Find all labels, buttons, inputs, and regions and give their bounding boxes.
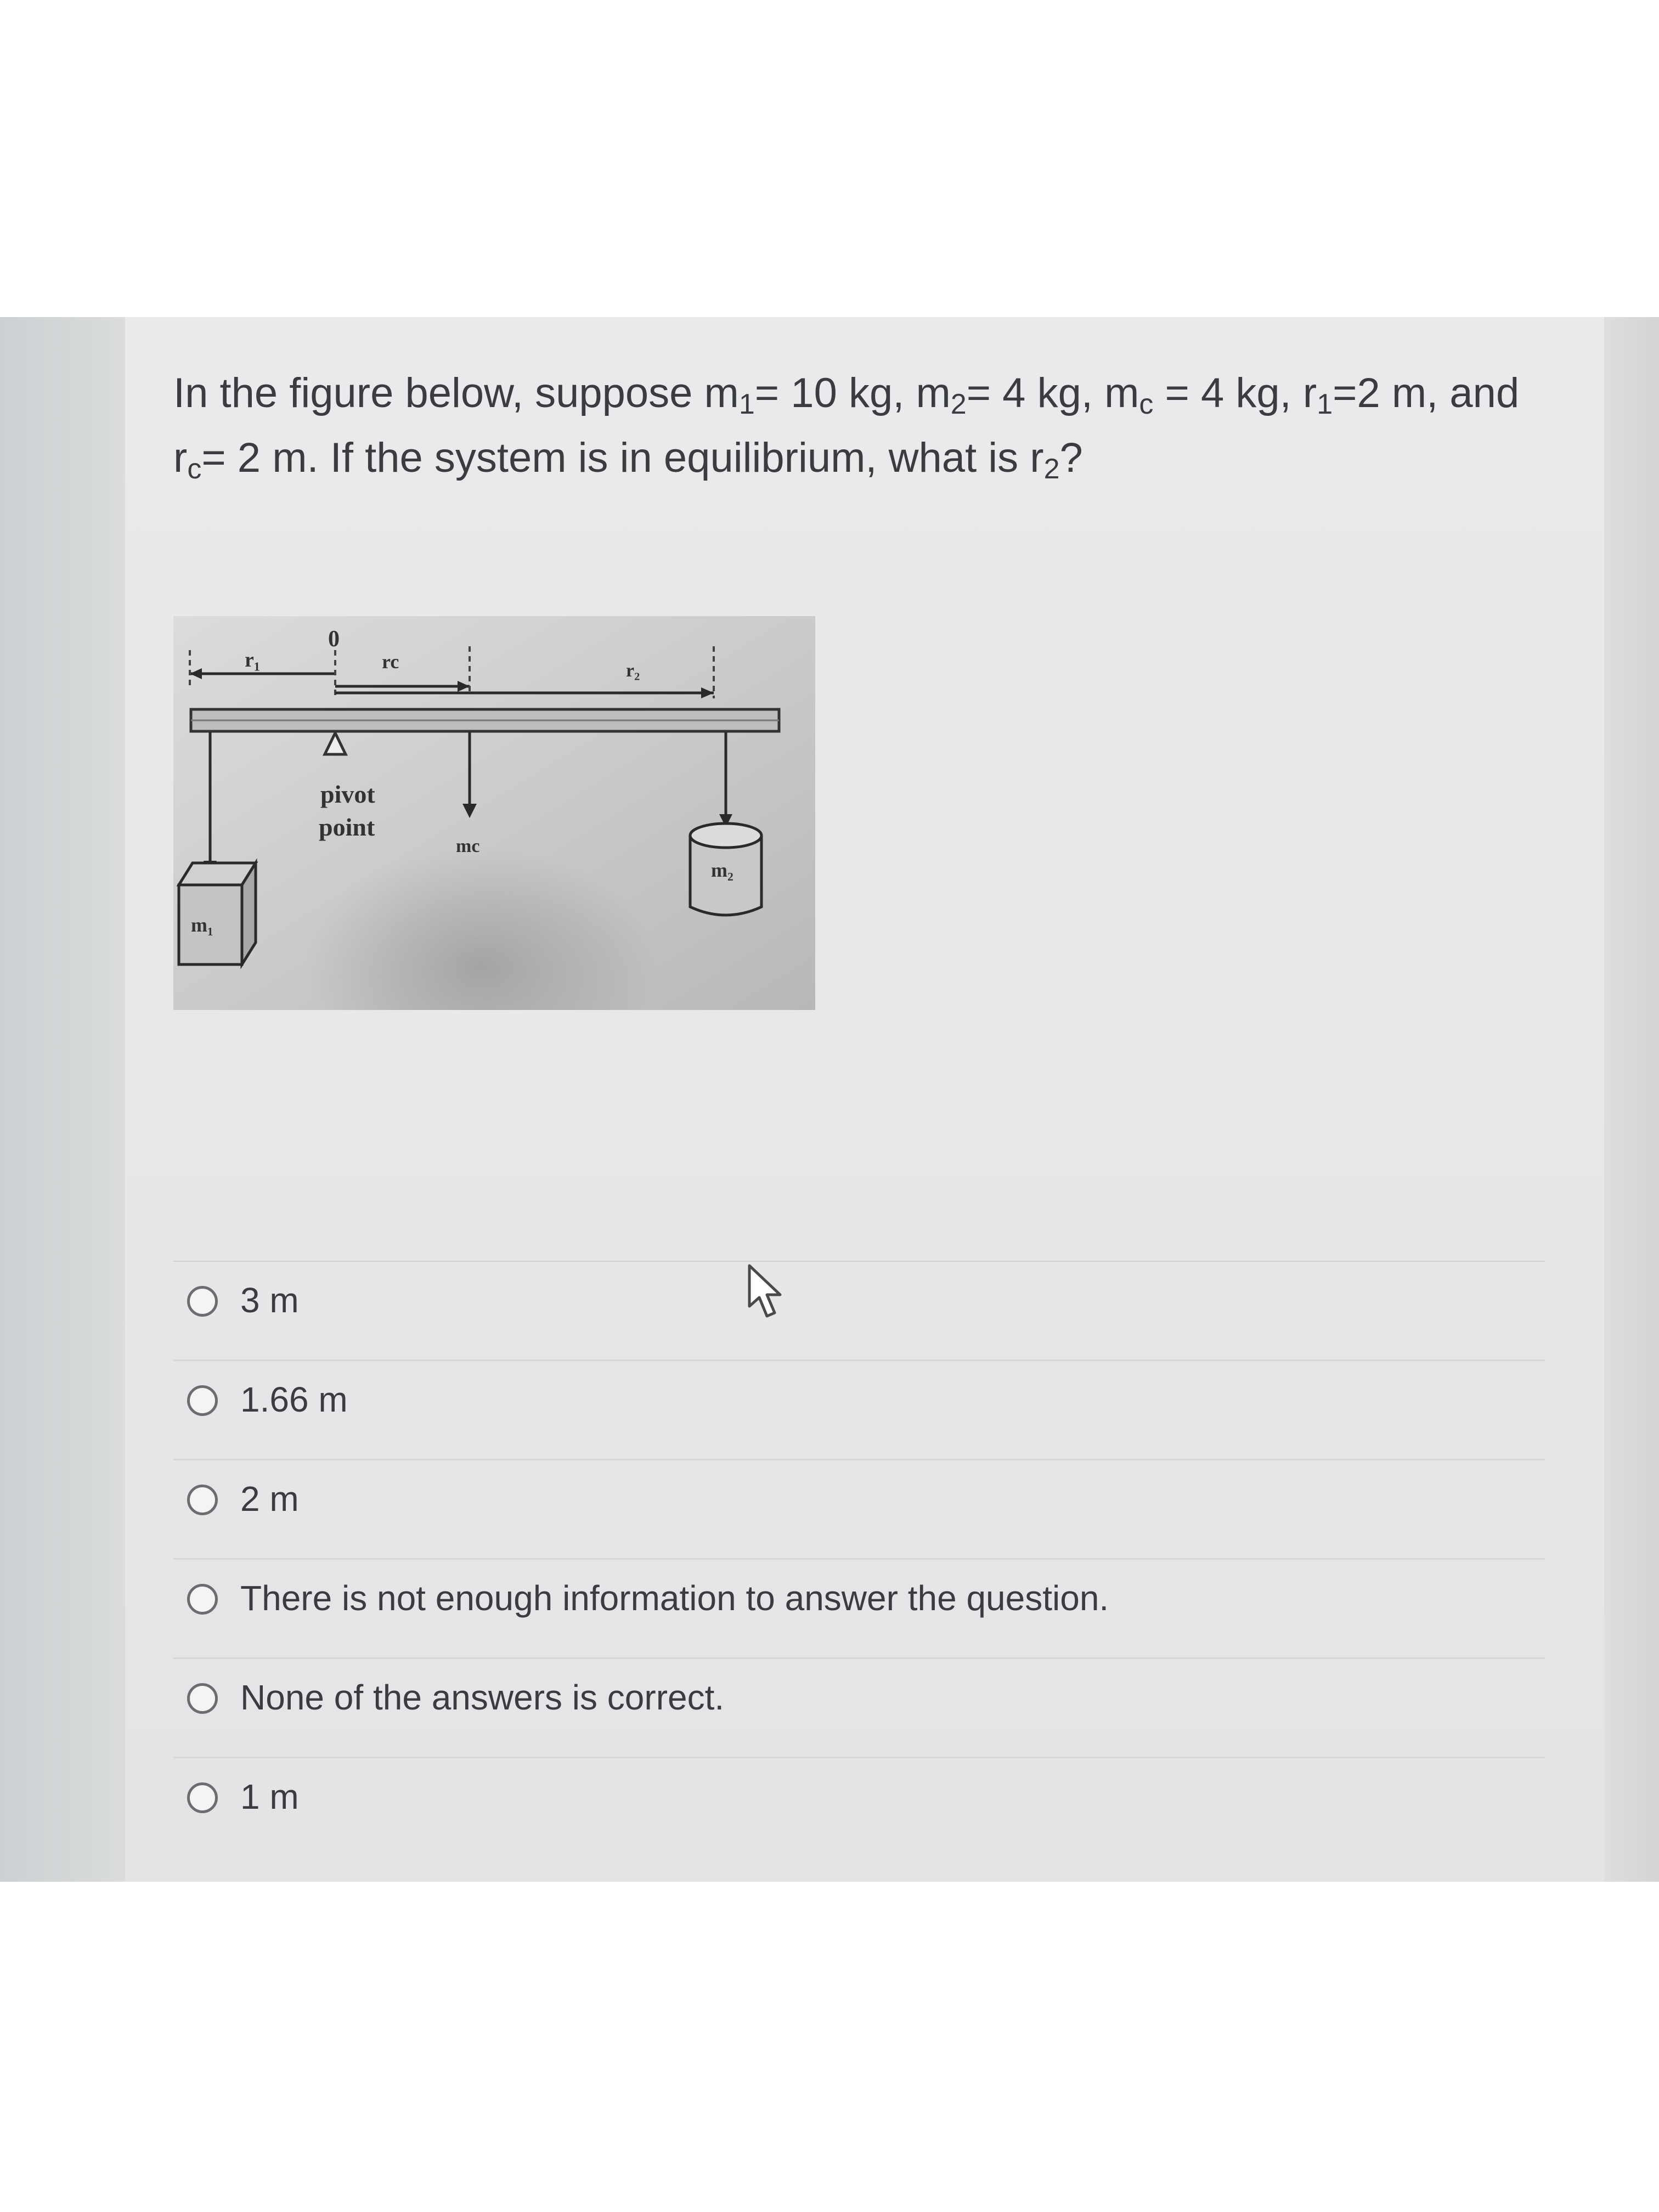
radio-button-icon[interactable] xyxy=(187,1683,218,1714)
mouse-pointer-icon xyxy=(745,1263,794,1324)
radio-button-icon[interactable] xyxy=(187,1782,218,1813)
answer-label: 1.66 m xyxy=(240,1380,348,1419)
r2-label: r₂ xyxy=(626,661,640,681)
answer-label: 1 m xyxy=(240,1777,299,1816)
answer-label: 2 m xyxy=(240,1479,299,1519)
quiz-screen xyxy=(125,317,1604,1882)
answer-label: None of the answers is correct. xyxy=(240,1678,725,1717)
photo-frame xyxy=(0,317,1659,1882)
question-text: In the figure below, suppose $m_1= 10$ kg, $m_2= 4$ kg, $m_c = 4$ kg, $r_1=2$ m, and $r_c= 2$ m. If the system is in equilibrium, what is $r_2$? xyxy=(173,370,1520,485)
m2-cylinder-top xyxy=(690,823,761,848)
r1-label: r₁ xyxy=(245,648,261,672)
lever-figure xyxy=(173,616,815,1010)
answer-options xyxy=(173,1261,1545,1856)
rc-label: rc xyxy=(382,651,399,673)
answer-option[interactable] xyxy=(173,1359,1545,1459)
radio-button-icon[interactable] xyxy=(187,1385,218,1416)
answer-option[interactable] xyxy=(173,1459,1545,1558)
answer-option[interactable] xyxy=(173,1657,1545,1757)
answer-label: 3 m xyxy=(240,1280,299,1320)
radio-button-icon[interactable] xyxy=(187,1584,218,1615)
answer-option[interactable] xyxy=(173,1558,1545,1657)
m2-label: m₂ xyxy=(711,859,733,881)
mc-label: mc xyxy=(456,836,480,856)
answer-option[interactable] xyxy=(173,1757,1545,1856)
lever-diagram xyxy=(173,616,815,1010)
answer-option[interactable] xyxy=(173,1261,1545,1359)
m1-label: m₁ xyxy=(191,914,213,936)
radio-button-icon[interactable] xyxy=(187,1485,218,1515)
zero-label: 0 xyxy=(328,627,340,652)
answer-label: There is not enough information to answer the question. xyxy=(240,1578,1109,1618)
pivot-label-line1: pivot xyxy=(320,780,375,808)
pivot-label-line2: point xyxy=(319,813,375,841)
radio-button-icon[interactable] xyxy=(187,1286,218,1317)
